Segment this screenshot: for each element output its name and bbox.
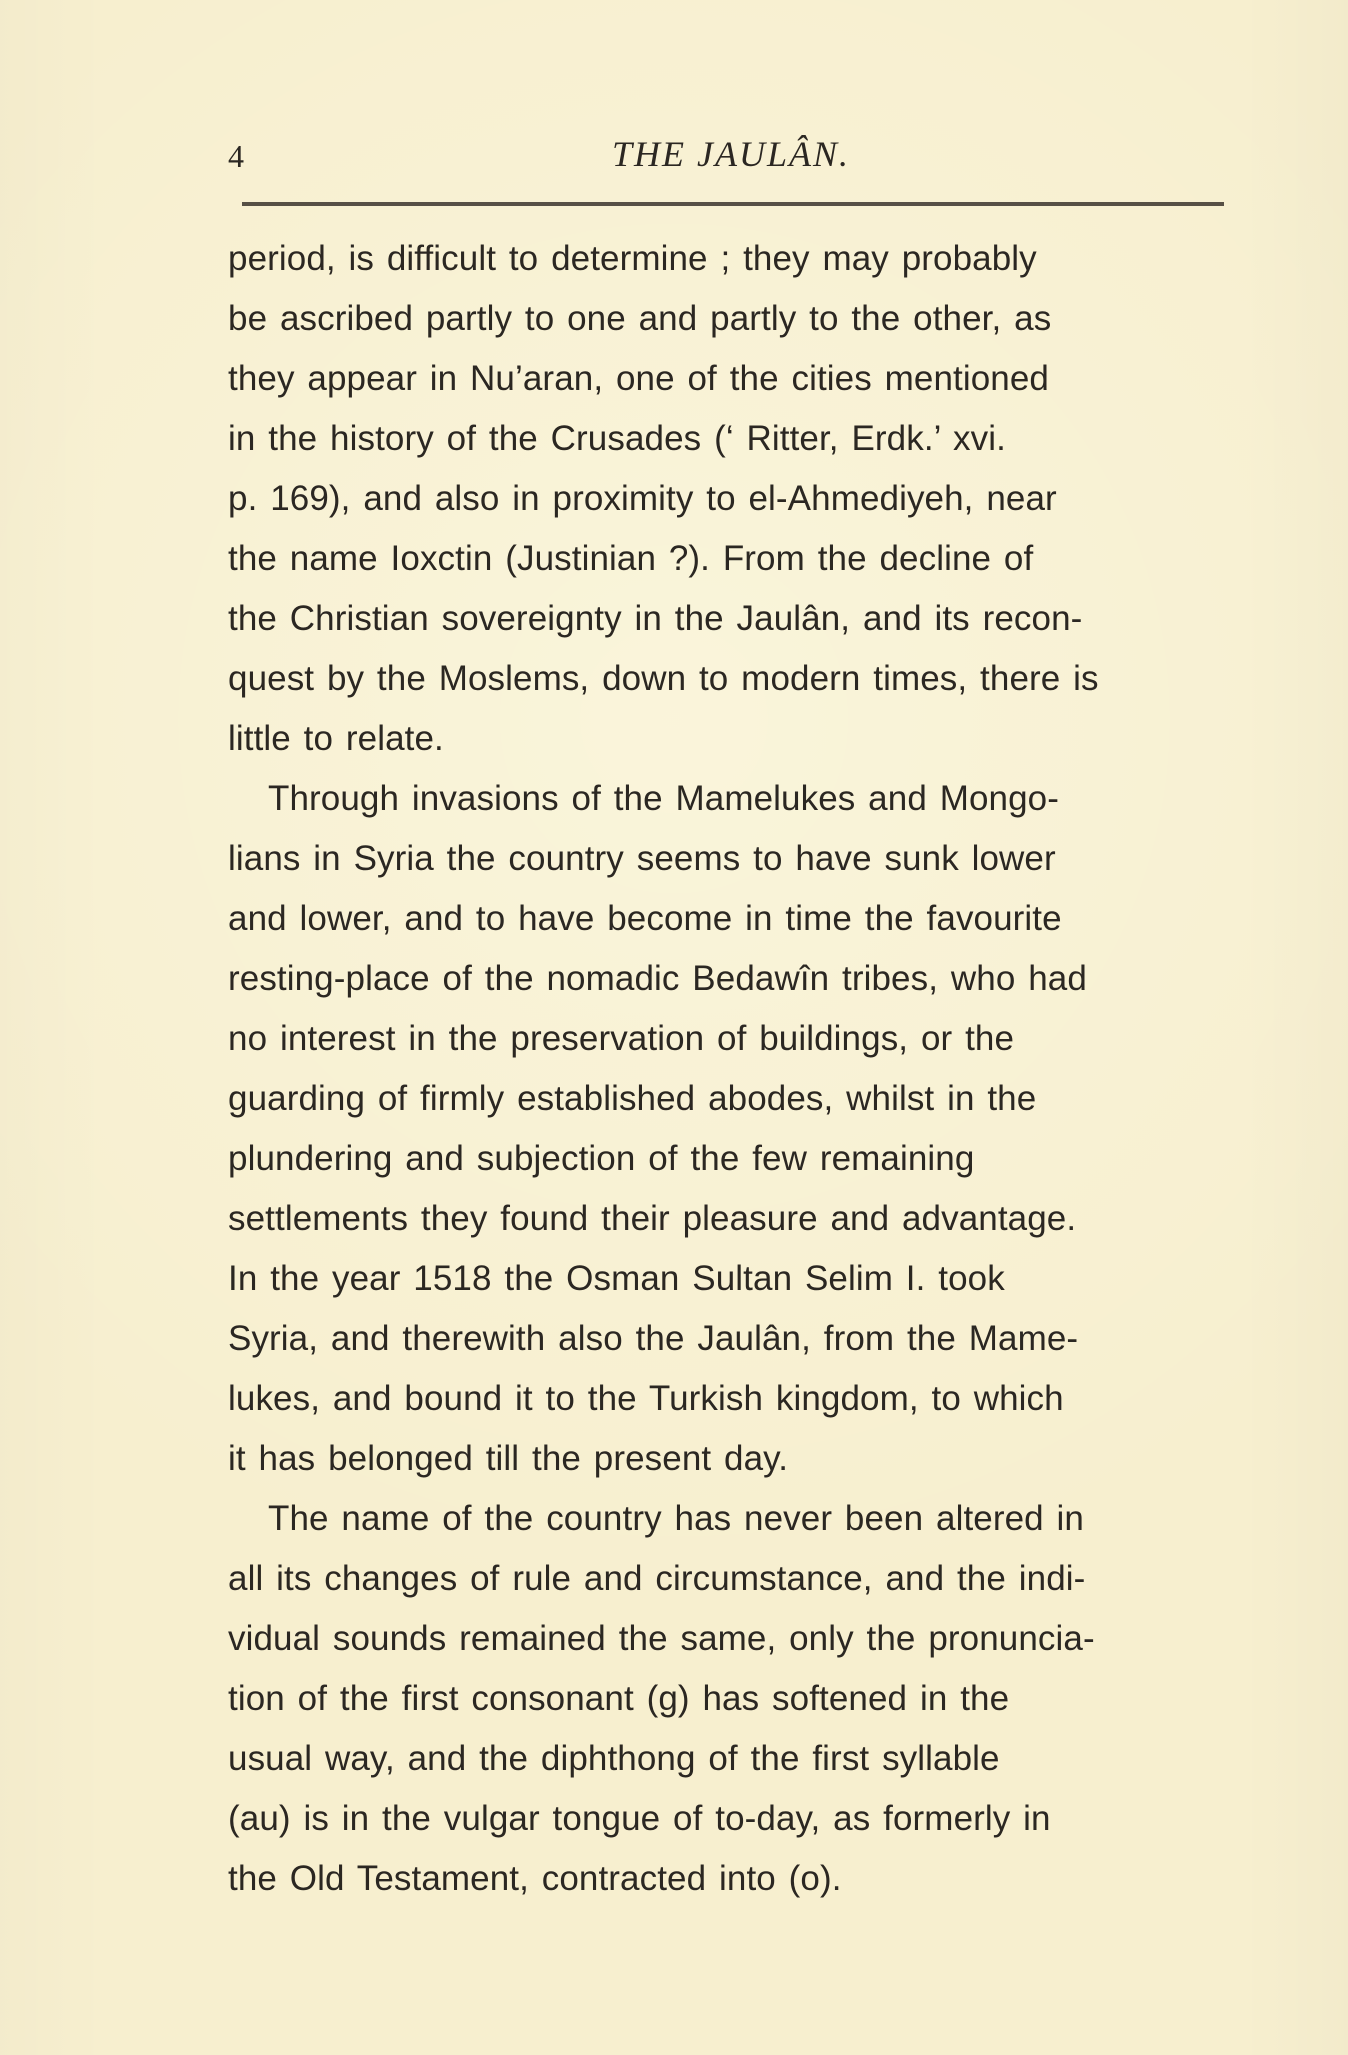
text-line: (au) is in the vulgar tongue of to-day, as formerly in bbox=[228, 1799, 1051, 1838]
text-line: no interest in the preservation of buildings, or the bbox=[228, 1019, 1015, 1058]
text-line: it has belonged till the present day. bbox=[228, 1439, 789, 1478]
text-line: be ascribed partly to one and partly to the other, as bbox=[228, 299, 1052, 338]
page-number: 4 bbox=[228, 138, 244, 174]
text-line: the Christian sovereignty in the Jaulân, and its recon- bbox=[228, 599, 1083, 638]
body-text bbox=[228, 229, 1224, 1909]
text-line: quest by the Moslems, down to modern times, there is bbox=[228, 659, 1099, 698]
text-line: in the history of the Crusades (‘ Ritter, Erdk.’ xvi. bbox=[228, 419, 1006, 458]
text-line: resting-place of the nomadic Bedawîn tribes, who had bbox=[228, 959, 1087, 998]
paragraph-first-line: The name of the country has never been altered in bbox=[268, 1499, 1084, 1538]
text-line: usual way, and the diphthong of the first syllable bbox=[228, 1739, 1000, 1778]
text-line: settlements they found their pleasure and advantage. bbox=[228, 1199, 1077, 1238]
text-line: period, is difficult to determine ; they may probably bbox=[228, 239, 1037, 278]
paragraph-first-line: Through invasions of the Mamelukes and Mongo- bbox=[268, 779, 1059, 818]
text-line: In the year 1518 the Osman Sultan Selim I. took bbox=[228, 1259, 1005, 1298]
text-line: p. 169), and also in proximity to el-Ahmediyeh, near bbox=[228, 479, 1057, 518]
text-line: the Old Testament, contracted into (o). bbox=[228, 1859, 842, 1898]
text-line: guarding of firmly established abodes, whilst in the bbox=[228, 1079, 1037, 1118]
text-line: the name Ioxctin (Justinian ?). From the decline of bbox=[228, 539, 1034, 578]
header-rule bbox=[242, 202, 1224, 206]
text-line: Syria, and therewith also the Jaulân, from the Mame- bbox=[228, 1319, 1079, 1358]
text-line: vidual sounds remained the same, only the pronuncia- bbox=[228, 1619, 1095, 1658]
text-line: all its changes of rule and circumstance, and the indi- bbox=[228, 1559, 1086, 1598]
text-line: lukes, and bound it to the Turkish kingdom, to which bbox=[228, 1379, 1064, 1418]
text-line: lians in Syria the country seems to have sunk lower bbox=[228, 839, 1056, 878]
text-line: little to relate. bbox=[228, 719, 444, 758]
text-line: and lower, and to have become in time the favourite bbox=[228, 899, 1062, 938]
page-header bbox=[228, 136, 1224, 188]
text-line: plundering and subjection of the few remaining bbox=[228, 1139, 975, 1178]
text-line: tion of the first consonant (g) has softened in the bbox=[228, 1679, 1010, 1718]
running-title: THE JAULÂN. bbox=[612, 134, 850, 174]
text-line: they appear in Nu’aran, one of the cities mentioned bbox=[228, 359, 1049, 398]
